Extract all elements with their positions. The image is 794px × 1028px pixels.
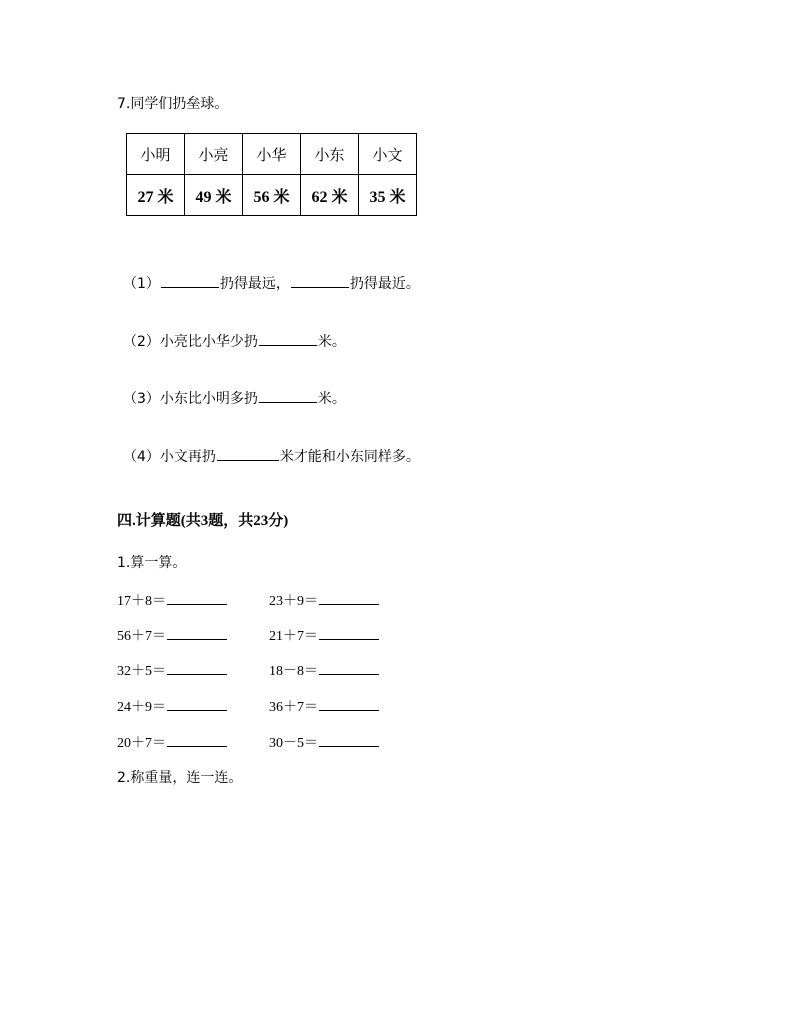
table-cell-distance: 62 米 [301,175,359,216]
answer-blank[interactable] [319,698,379,711]
answer-blank[interactable] [217,448,279,461]
subquestion-2 [123,331,346,351]
calc-problem [117,590,228,610]
subquestion-text: 米。 [317,334,346,350]
table-cell-name: 小华 [243,134,301,175]
subquestion-prefix: （2） [123,334,160,350]
calc-problem [269,660,380,680]
table-cell-distance: 56 米 [243,175,301,216]
subquestion-1 [123,273,420,293]
answer-blank[interactable] [259,390,317,403]
subquestion-text: 小东比小明多扔 [159,391,258,407]
section-heading: 四.计算题(共3题，共23分) [117,513,289,529]
table-cell-distance: 27 米 [127,175,185,216]
table-cell-distance: 35 米 [359,175,417,216]
calc-expression: 30－5＝ [269,736,318,751]
calc-expression: 21＋7＝ [269,629,318,644]
table-cell-name: 小明 [127,134,185,175]
subquestion-prefix: （1） [123,276,160,292]
subquestion-text: 小亮比小华少扔 [159,334,258,350]
calc-problem [117,696,228,716]
table-row-names [127,134,417,175]
answer-blank[interactable] [319,734,379,747]
subquestion-text: 扔得最远， [219,276,290,292]
calc-problem [117,732,228,752]
calc-expression: 36＋7＝ [269,700,318,715]
subquestion-text: 小文再扔 [159,449,216,465]
calc-expression: 23＋9＝ [269,594,318,609]
calc-problem [117,660,228,680]
table-row-distances [127,175,417,216]
calc-expression: 32＋5＝ [117,664,166,679]
answer-blank[interactable] [167,662,227,675]
answer-blank[interactable] [167,698,227,711]
calc-expression: 56＋7＝ [117,629,166,644]
calc-problem [269,625,380,645]
table-cell-name: 小亮 [185,134,243,175]
calc-expression: 20＋7＝ [117,736,166,751]
question-2-title: 2.称重量，连一连。 [117,770,243,786]
subquestion-text: 米才能和小东同样多。 [279,449,420,465]
subquestion-4 [123,446,420,466]
answer-blank[interactable] [319,592,379,605]
answer-blank[interactable] [167,592,227,605]
subquestion-text: 米。 [317,391,346,407]
calc-problem [269,590,380,610]
calc-expression: 18－8＝ [269,664,318,679]
calc-problem [269,696,380,716]
calc-problem [117,625,228,645]
answer-blank[interactable] [167,734,227,747]
calc-problem [269,732,380,752]
subquestion-3 [123,388,346,408]
table-cell-name: 小文 [359,134,417,175]
answer-blank[interactable] [319,627,379,640]
table-cell-name: 小东 [301,134,359,175]
table-cell-distance: 49 米 [185,175,243,216]
subquestion-prefix: （3） [123,391,160,407]
subquestion-text: 扔得最近。 [349,276,420,292]
answer-blank[interactable] [161,275,219,288]
calc-expression: 24＋9＝ [117,700,166,715]
subquestion-prefix: （4） [123,449,160,465]
calc-title: 1.算一算。 [117,555,187,571]
distance-table [126,133,417,216]
question-7-title: 7.同学们扔垒球。 [117,96,229,112]
calc-expression: 17＋8＝ [117,594,166,609]
answer-blank[interactable] [167,627,227,640]
answer-blank[interactable] [319,662,379,675]
answer-blank[interactable] [259,333,317,346]
answer-blank[interactable] [291,275,349,288]
